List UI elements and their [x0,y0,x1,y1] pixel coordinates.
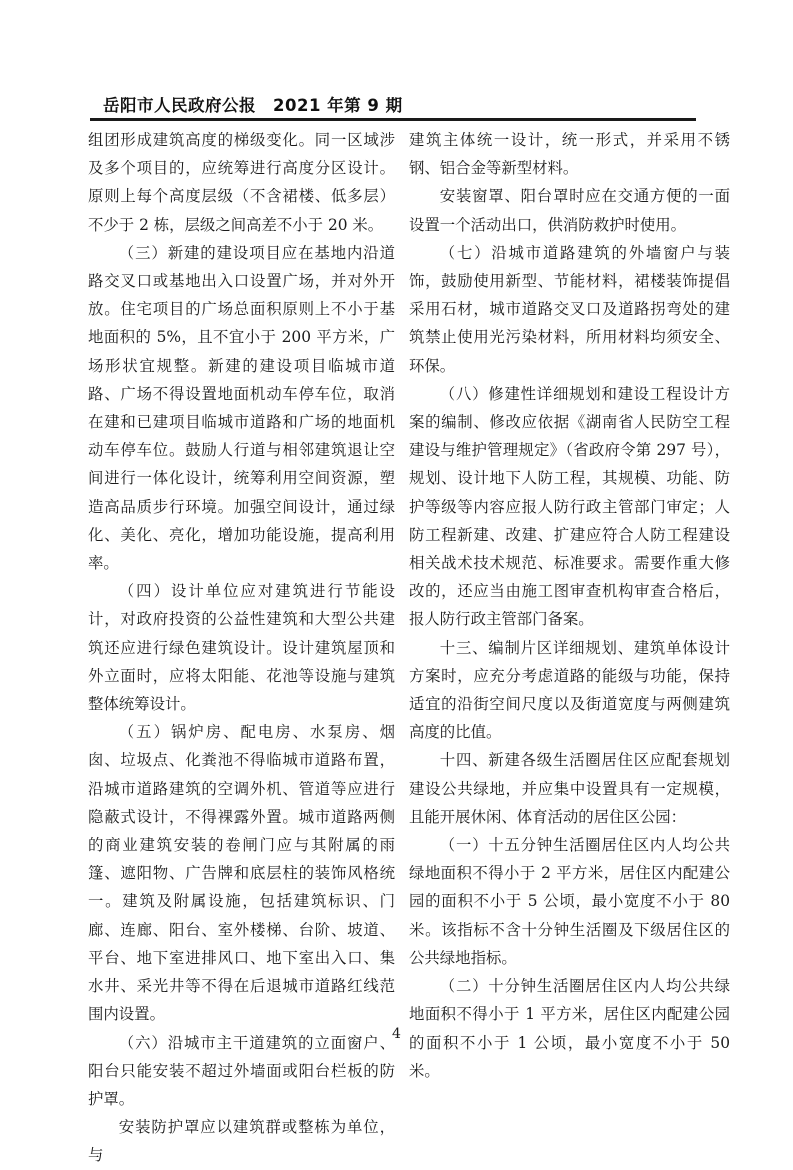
header-rule [90,118,696,121]
paragraph-item-6-sub2: 安装窗罩、阳台罩时应在交通方便的一面设置一个活动出口，供消防救护时使用。 [409,187,730,234]
right-column [409,126,730,1170]
paragraph-item-4: （四）设计单位应对建筑进行节能设计，对政府投资的公益性建筑和大型公共建筑还应进行绿色建筑设计。设计建筑屋顶和外立面时，应将太阳能、花池等设施与建筑整体统筹设计。 [88,582,395,714]
page-number: 4 [392,1026,401,1042]
paragraph-item-1: （一）十五分钟生活圈居住区内人均公共绿地面积不得小于 2 平方米，居住区内配建公园的面积不小于 5 公顷，最小宽度不小于 80 米。该指标不含十分钟生活圈及下级居住区的公共绿地指标。 [409,836,730,967]
paragraph-item-6: （六）沿城市主干道建筑的立面窗户、阳台只能安装不超过外墙面或阳台栏板的防护罩。 [88,1033,395,1108]
paragraph-item-6-sub: 安装防护罩应以建筑群或整栋为单位，与 [88,1118,395,1165]
body-columns [88,126,730,1170]
paragraph-item-5: （五）锅炉房、配电房、水泵房、烟囱、垃圾点、化粪池不得临城市道路布置，沿城市道路建筑的空调外机、管道等应进行隐蔽式设计，不得裸露外置。城市道路两侧的商业建筑安装的卷闸门应与其附属的雨篷、遮阳物、广告牌和底层柱的装饰风格统一。建筑及附属设施，包括建筑标识、门廊、连廊、阳台、室外楼梯、台阶、坡道、平台、地下室进排风口、地下室出入口、集水井、采光井等不得在后退城市道路红线范围内设置。 [88,723,395,1024]
paragraph-item-7: （七）沿城市道路建筑的外墙窗户与装饰，鼓励使用新型、节能材料，裙楼装饰提倡采用石材，城市道路交叉口及道路拐弯处的建筑禁止使用光污染材料，所用材料均须安全、环保。 [409,243,730,375]
left-column [88,126,395,1170]
gazette-header-title: 岳阳市人民政府公报 2021 年第 9 期 [103,96,403,115]
paragraph-item-3: （三）新建的建设项目应在基地内沿道路交叉口或基地出入口设置广场，并对外开放。住宅项目的广场总面积原则上不小于基地面积的 5%，且不宜小于 200 平方米，广场形状宜规整。新建的建设项目临城市道路、广场不得设置地面机动车停车位，取消在建和已建项目临城市道路和广场的地面机动车停车位。鼓励人行道与相邻建筑退让空间进行一体化设计，统筹利用空间资源，塑造高品质步行环境。加强空间设计，通过绿化、美化、亮化，增加功能设施，提高利用率。 [88,243,395,573]
paragraph-item-8: （八）修建性详细规划和建设工程设计方案的编制、修改应依据《湖南省人民防空工程建设与维护管理规定》（省政府令第 297 号），规划、设计地下人防工程，其规模、功能、防护等级等内容应报人防行政主管部门审定；人防工程新建、改建、扩建应符合人防工程建设相关战术技术规范、标准要求。需要作重大修改的，还应当由施工图审查机构审查合格后，报人防行政主管部门备案。 [409,384,730,629]
paragraph-article-14: 十四、新建各级生活圈居住区应配套规划建设公共绿地，并应集中设置具有一定规模，且能开展休闲、体育活动的居住区公园： [409,751,730,826]
paragraph-continuation: 建筑主体统一设计，统一形式，并采用不锈钢、铝合金等新型材料。 [409,131,730,178]
paragraph-item-2: （二）十分钟生活圈居住区内人均公共绿地面积不得小于 1 平方米，居住区内配建公园的面积不小于 1 公顷，最小宽度不小于 50 米。 [409,977,730,1080]
paragraph-article-13: 十三、编制片区详细规划、建筑单体设计方案时，应充分考虑道路的能级与功能，保持适宜的沿街空间尺度以及街道宽度与两侧建筑高度的比值。 [409,638,730,742]
paragraph-continuation: 组团形成建筑高度的梯级变化。同一区域涉及多个项目的，应统筹进行高度分区设计。原则上每个高度层级（不含裙楼、低多层）不少于 2 栋，层级之间高差不小于 20 米。 [88,131,395,234]
